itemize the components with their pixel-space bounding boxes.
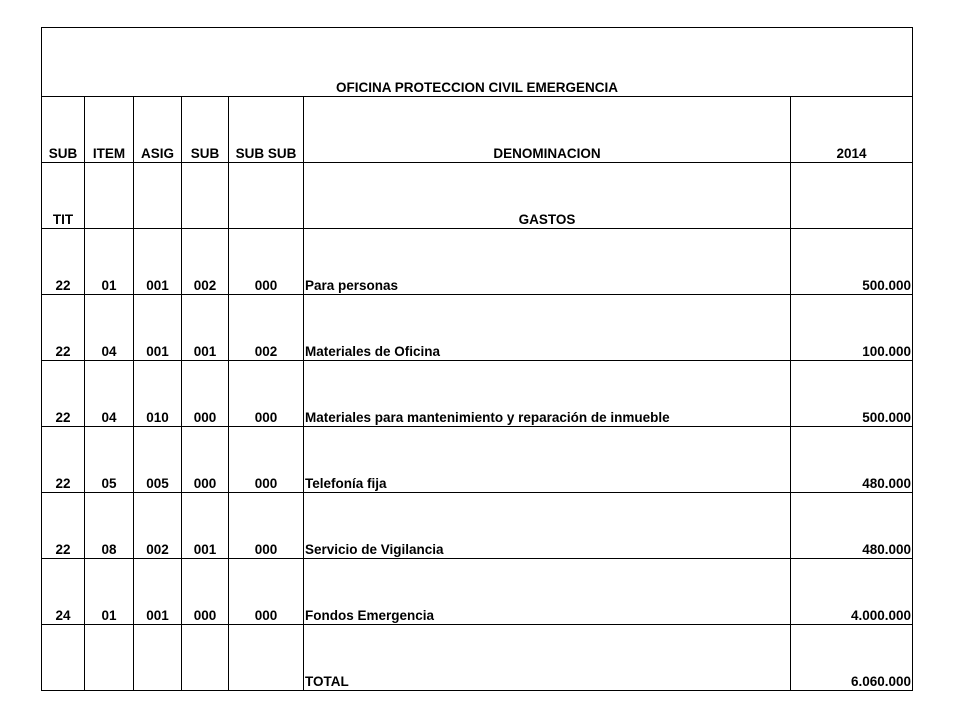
cell-asig: 001	[134, 229, 182, 295]
cell-denominacion: Telefonía fija	[304, 427, 791, 493]
cell-sub: 22	[42, 493, 85, 559]
cell-sub2: 001	[182, 295, 229, 361]
table-row	[42, 559, 913, 625]
cell-sub2: 000	[182, 559, 229, 625]
header-sub: SUB	[42, 97, 85, 163]
section-tit: TIT	[42, 163, 85, 229]
cell-asig: 005	[134, 427, 182, 493]
total-amount: 6.060.000	[791, 625, 913, 691]
empty-cell	[85, 163, 134, 229]
cell-sub2: 001	[182, 493, 229, 559]
cell-sub: 22	[42, 427, 85, 493]
cell-denominacion: Materiales de Oficina	[304, 295, 791, 361]
table-row	[42, 295, 913, 361]
table-row	[42, 493, 913, 559]
cell-item: 01	[85, 229, 134, 295]
cell-item: 04	[85, 295, 134, 361]
cell-subsub: 002	[229, 295, 304, 361]
cell-subsub: 000	[229, 361, 304, 427]
cell-asig: 001	[134, 559, 182, 625]
cell-asig: 001	[134, 295, 182, 361]
table-row	[42, 427, 913, 493]
total-row	[42, 625, 913, 691]
cell-amount: 480.000	[791, 427, 913, 493]
header-year: 2014	[791, 97, 913, 163]
empty-cell	[134, 163, 182, 229]
cell-amount: 480.000	[791, 493, 913, 559]
cell-amount: 100.000	[791, 295, 913, 361]
cell-sub2: 000	[182, 361, 229, 427]
header-row	[42, 97, 913, 163]
total-label: TOTAL	[304, 625, 791, 691]
empty-cell	[791, 163, 913, 229]
header-sub2: SUB	[182, 97, 229, 163]
cell-denominacion: Materiales para mantenimiento y reparación de inmueble	[304, 361, 791, 427]
empty-cell	[182, 163, 229, 229]
cell-sub2: 002	[182, 229, 229, 295]
empty-cell	[134, 625, 182, 691]
cell-sub: 22	[42, 229, 85, 295]
cell-item: 08	[85, 493, 134, 559]
cell-asig: 002	[134, 493, 182, 559]
empty-cell	[229, 163, 304, 229]
empty-cell	[182, 625, 229, 691]
cell-subsub: 000	[229, 229, 304, 295]
empty-cell	[42, 625, 85, 691]
cell-amount: 4.000.000	[791, 559, 913, 625]
cell-item: 04	[85, 361, 134, 427]
cell-sub: 22	[42, 295, 85, 361]
cell-item: 05	[85, 427, 134, 493]
table-row	[42, 229, 913, 295]
cell-asig: 010	[134, 361, 182, 427]
table-row	[42, 361, 913, 427]
header-item: ITEM	[85, 97, 134, 163]
header-subsub: SUB SUB	[229, 97, 304, 163]
cell-subsub: 000	[229, 493, 304, 559]
empty-cell	[229, 625, 304, 691]
cell-amount: 500.000	[791, 361, 913, 427]
cell-denominacion: Servicio de Vigilancia	[304, 493, 791, 559]
budget-table	[41, 27, 913, 691]
cell-subsub: 000	[229, 427, 304, 493]
cell-subsub: 000	[229, 559, 304, 625]
empty-cell	[85, 625, 134, 691]
cell-sub: 24	[42, 559, 85, 625]
title-row	[42, 28, 913, 97]
section-row	[42, 163, 913, 229]
cell-sub: 22	[42, 361, 85, 427]
cell-item: 01	[85, 559, 134, 625]
cell-sub2: 000	[182, 427, 229, 493]
cell-amount: 500.000	[791, 229, 913, 295]
section-label: GASTOS	[304, 163, 791, 229]
table-title: OFICINA PROTECCION CIVIL EMERGENCIA	[42, 28, 913, 97]
cell-denominacion: Fondos Emergencia	[304, 559, 791, 625]
header-asig: ASIG	[134, 97, 182, 163]
header-denominacion: DENOMINACION	[304, 97, 791, 163]
cell-denominacion: Para personas	[304, 229, 791, 295]
